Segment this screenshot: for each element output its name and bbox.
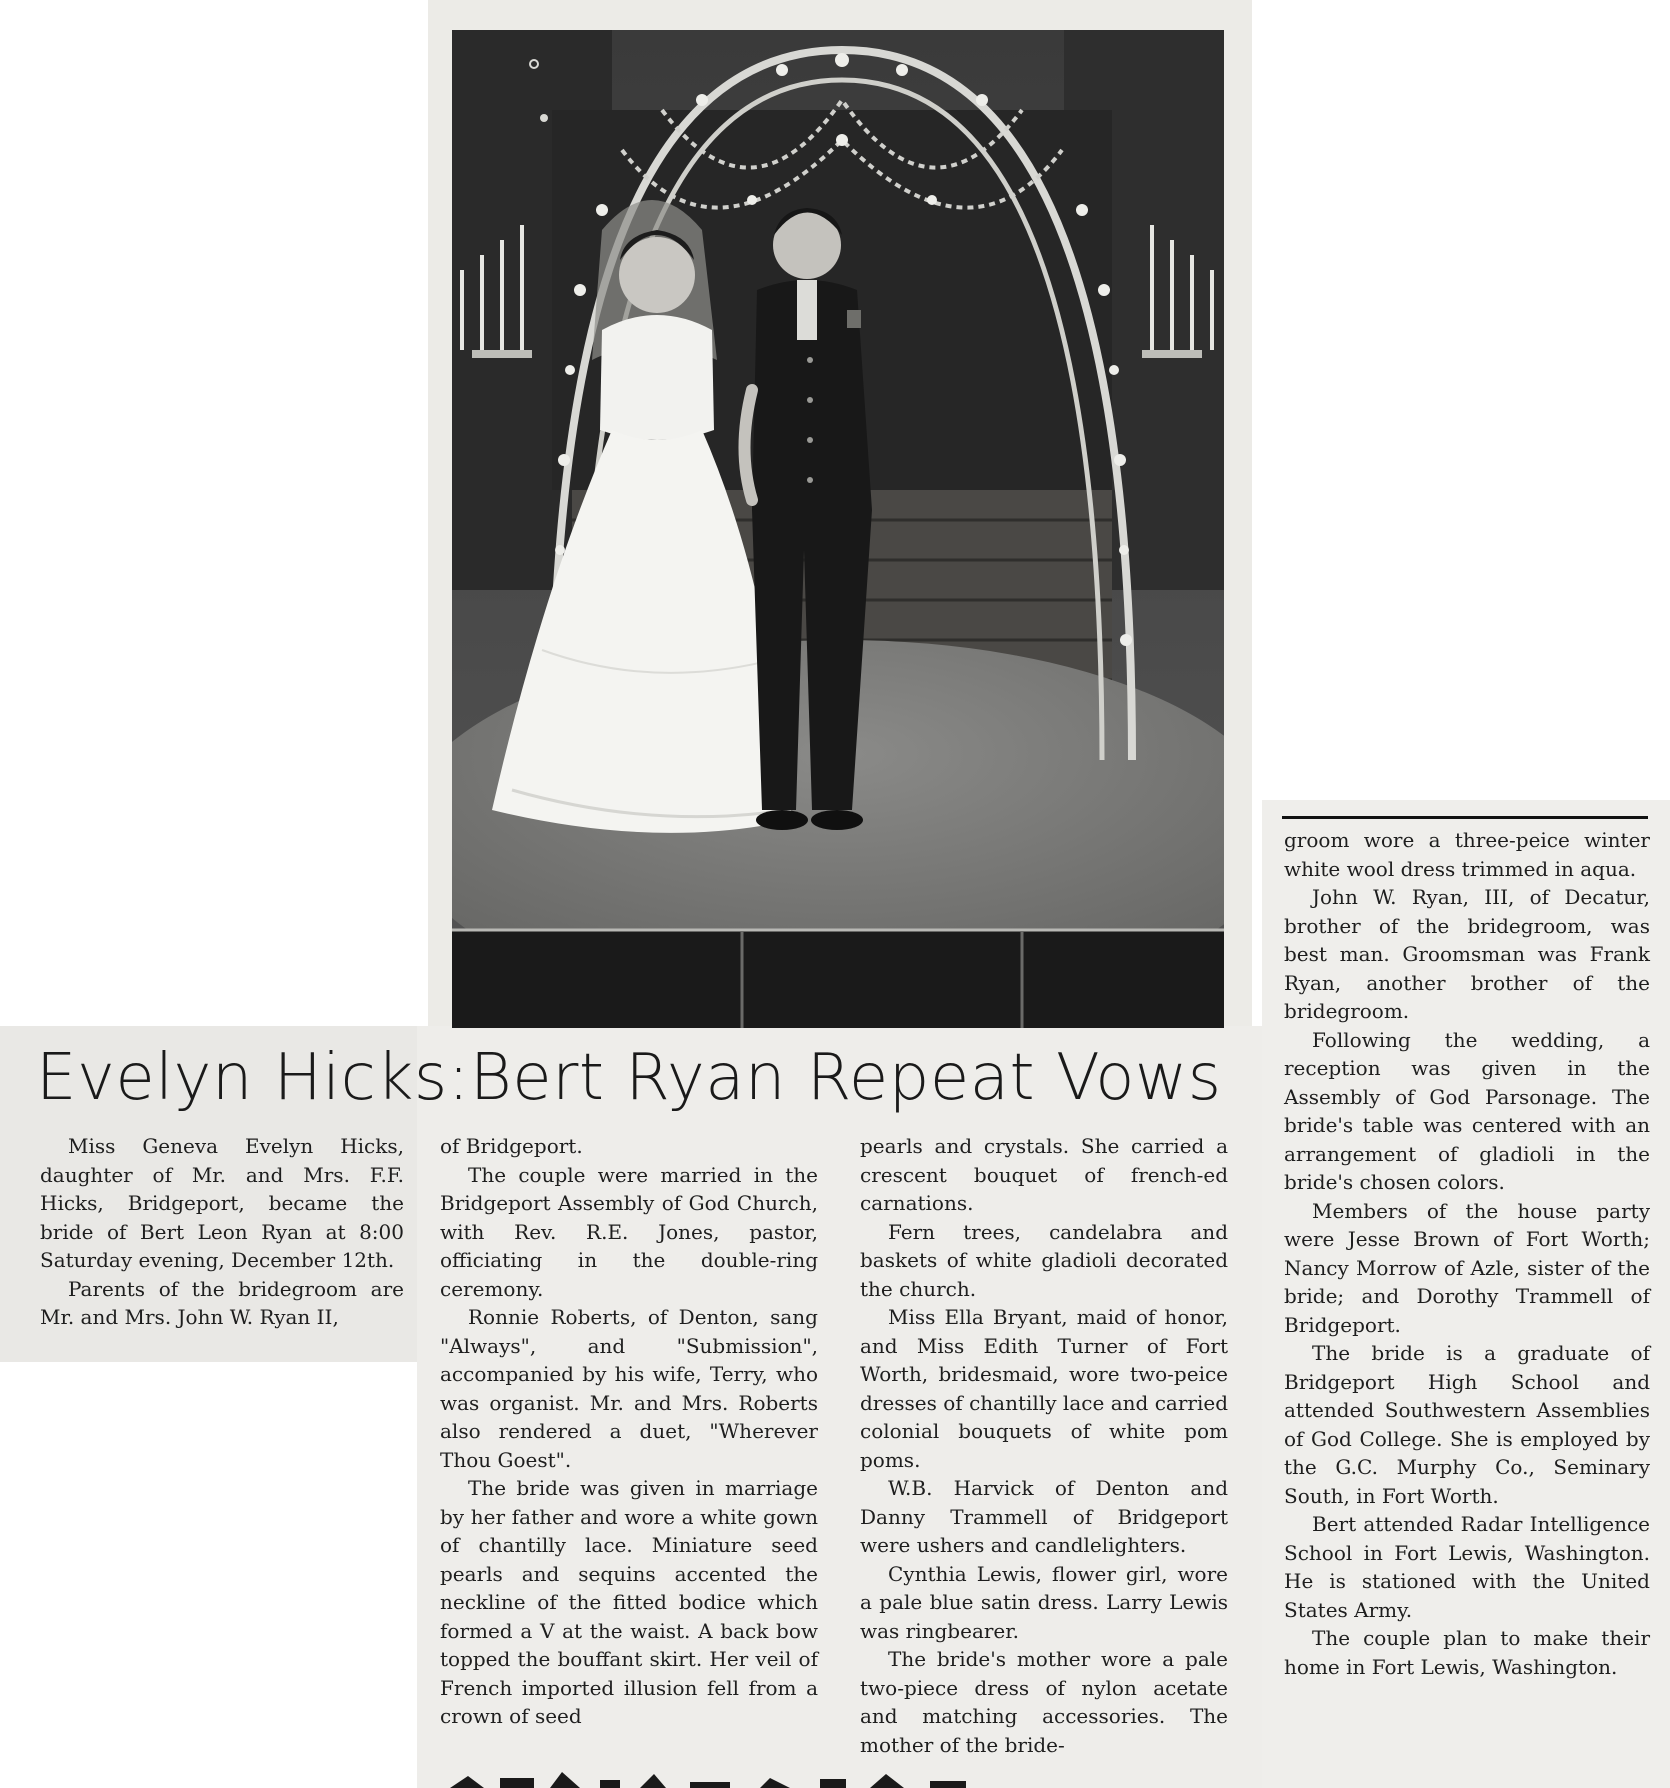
paragraph: Members of the house party were Jesse Brown of Fort Worth; Nancy Morrow of Azle, sister of the bride; and Dorothy Trammell of Bridgeport. — [1284, 1198, 1650, 1337]
article-column-2 — [440, 1132, 818, 1731]
wedding-photo — [452, 30, 1224, 1028]
paragraph: The bride is a graduate of Bridgeport High School and attended Southwestern Assemblies of God College. She is employed by the G.C. Murphy Co., Seminary South, in Fort Worth. — [1284, 1341, 1650, 1508]
paragraph: Ronnie Roberts, of Denton, sang "Always", and "Submission", accompanied by his wife, Terry, who was organist. Mr. and Mrs. Roberts also rendered a duet, "Wherever Thou Goest". — [440, 1305, 818, 1472]
article-column-3 — [860, 1132, 1228, 1759]
paragraph: The bride's mother wore a pale two-piece dress of nylon acetate and matching accessories. The mother of the bride- — [860, 1647, 1228, 1757]
paragraph: John W. Ryan, III, of Decatur, brother of the bridegroom, was best man. Groomsman was Frank Ryan, another brother of the bridegroom. — [1284, 885, 1650, 1023]
paragraph: of Bridgeport. — [440, 1134, 583, 1158]
paragraph: W.B. Harvick of Denton and Danny Trammell of Bridgeport were ushers and candlelighters. — [860, 1476, 1228, 1557]
paragraph: Miss Ella Bryant, maid of honor, and Miss Edith Turner of Fort Worth, bridesmaid, wore two-peice dresses of chantilly lace and carried colonial bouquets of white pom poms. — [860, 1305, 1228, 1472]
paragraph: The bride was given in marriage by her father and wore a white gown of chantilly lace. Miniature seed pearls and sequins accented the neckline of the fitted bodice which formed a V at the waist. A back bow topped the bouffant skirt. Her veil of French imported illusion fell from a crown of seed — [440, 1476, 818, 1728]
paragraph: pearls and crystals. She carried a crescent bouquet of french-ed carnations. — [860, 1134, 1228, 1215]
article-column-1 — [40, 1132, 404, 1332]
paragraph: The couple were married in the Bridgeport Assembly of God Church, with Rev. R.E. Jones, pastor, officiating in the double-ring ceremony. — [440, 1162, 818, 1301]
paragraph: Parents of the bridegroom are Mr. and Mrs. John W. Ryan II, — [40, 1276, 404, 1329]
cut-off-next-headline — [440, 1770, 1080, 1788]
article-column-4 — [1284, 826, 1650, 1681]
paragraph: Cynthia Lewis, flower girl, wore a pale blue satin dress. Larry Lewis was ringbearer. — [860, 1561, 1228, 1643]
cut-off-lettering-illustration — [440, 1770, 1080, 1788]
paragraph: The couple plan to make their home in Fort Lewis, Washington. — [1284, 1626, 1650, 1679]
paragraph: groom wore a three-peice winter white wool dress trimmed in aqua. — [1284, 828, 1650, 881]
paragraph: Following the wedding, a reception was given in the Assembly of God Parsonage. The bride's table was centered with an arrangement of gladioli in the bride's chosen colors. — [1284, 1027, 1650, 1194]
article-headline: Evelyn Hicks:Bert Ryan Repeat Vows — [36, 1041, 1222, 1115]
paragraph: Fern trees, candelabra and baskets of white gladioli decorated the church. — [860, 1219, 1228, 1301]
wedding-photo-illustration — [452, 30, 1224, 1028]
column-rule — [1282, 816, 1648, 819]
paragraph: Bert attended Radar Intelligence School in Fort Lewis, Washington. He is stationed with the United States Army. — [1284, 1512, 1650, 1622]
paragraph: Miss Geneva Evelyn Hicks, daughter of Mr. and Mrs. F.F. Hicks, Bridgeport, became the bride of Bert Leon Ryan at 8:00 Saturday evening, December 12th. — [40, 1134, 404, 1272]
